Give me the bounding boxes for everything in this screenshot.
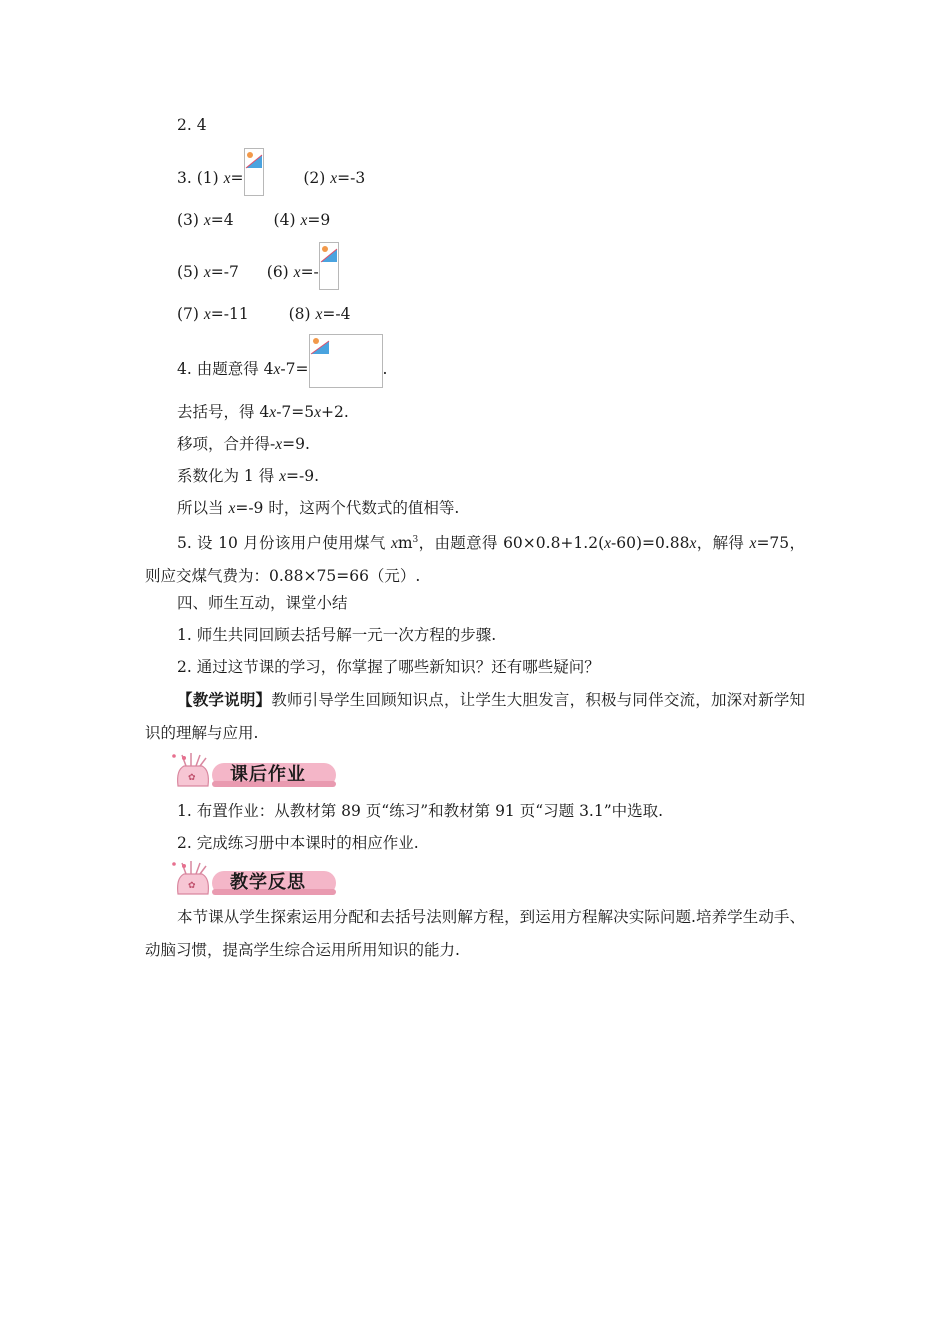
- variable-x: x: [203, 264, 211, 281]
- note-text: 教师引导学生回顾知识点，让学生大胆发言，积极与同伴交流，加深对新学知识的理解与应用.: [145, 691, 805, 742]
- reflection-text: 本节课从学生探索运用分配和去括号法则解方程，到运用方程解决实际问题.培养学生动手、动脑习惯，提高学生综合运用所用知识的能力.: [145, 908, 805, 959]
- note-label: 【教学说明】: [177, 690, 272, 709]
- variable-x: x: [689, 535, 697, 553]
- variable-x: x: [604, 535, 612, 553]
- broken-image-placeholder: [244, 148, 264, 196]
- answer-value: =-7: [210, 263, 239, 281]
- answer-4-conclusion: [177, 497, 459, 520]
- answer-value: =-3: [337, 169, 366, 187]
- variable-x: x: [330, 170, 338, 187]
- equation-text: -60)=0.88: [611, 534, 690, 553]
- unit-text: m: [397, 534, 413, 553]
- variable-x: x: [273, 361, 281, 378]
- equals-sign: =: [230, 169, 244, 187]
- equation-text: ，解得: [696, 534, 750, 553]
- equation-text: ，由题意得 60×0.8+1.2(: [418, 534, 605, 553]
- svg-text:✿: ✿: [188, 773, 196, 783]
- variable-x: x: [279, 468, 287, 485]
- variable-x: x: [275, 436, 283, 453]
- svg-text:✿: ✿: [188, 881, 196, 891]
- answer-4-step3: [177, 465, 319, 488]
- answer-4-equation: [177, 352, 387, 388]
- equation-text: .: [382, 360, 388, 378]
- item-label: (2): [303, 169, 326, 187]
- equation-text: 系数化为 1 得: [177, 467, 280, 485]
- answer-value: =-11: [210, 305, 249, 323]
- equation-text: 所以当: [177, 499, 229, 517]
- homework-item-2: 2. 完成练习册中本课时的相应作业.: [177, 834, 419, 852]
- homework-item-1: 1. 布置作业：从教材第 89 页“练习”和教材第 91 页“习题 3.1”中选取.: [177, 802, 664, 820]
- equation-text: 移项，合并得-: [177, 435, 276, 453]
- section-4-item-2: 2. 通过这节课的学习，你掌握了哪些新知识？还有哪些疑问？: [177, 658, 600, 676]
- variable-x: x: [269, 404, 277, 421]
- answer-2: 2. 4: [177, 116, 207, 134]
- answer-4-step2: [177, 433, 310, 456]
- variable-x: x: [203, 212, 211, 229]
- equation-text: =9.: [282, 435, 310, 453]
- variable-x: x: [390, 535, 398, 553]
- answer-5: [145, 524, 805, 593]
- variable-x: x: [314, 404, 322, 421]
- reflection-banner: [172, 860, 337, 900]
- answer-3-row2: [177, 209, 330, 232]
- answer-value: =-4: [322, 305, 351, 323]
- unit-superscript: 3: [412, 535, 419, 545]
- equation-text: =75，则应交煤气费为：0.88×75=66（元）.: [145, 534, 805, 586]
- item-label: (8): [288, 305, 311, 323]
- variable-x: x: [228, 500, 236, 517]
- variable-x: x: [315, 306, 323, 323]
- section-4-item-1: 1. 师生共同回顾去括号解一元一次方程的步骤.: [177, 626, 497, 644]
- variable-x: x: [203, 306, 211, 323]
- equation-text: =-9.: [286, 467, 320, 485]
- equation-text: 5. 设 10 月份该用户使用煤气: [177, 534, 391, 553]
- equation-text: 去括号，得 4: [177, 403, 270, 421]
- item-label: (4): [273, 211, 296, 229]
- equation-text: 4. 由题意得 4: [177, 360, 274, 378]
- homework-banner: [172, 752, 337, 792]
- equation-text: -7=: [280, 360, 309, 378]
- item-label: (3): [177, 211, 199, 229]
- item-label: (7): [177, 305, 199, 323]
- variable-x: x: [293, 264, 301, 281]
- teaching-note: [145, 683, 805, 750]
- answer-4-step1: [177, 401, 349, 424]
- item-label: (6): [266, 263, 289, 281]
- answer-value: =4: [210, 211, 234, 229]
- variable-x: x: [223, 170, 231, 187]
- broken-image-placeholder: [319, 242, 339, 290]
- answer-3-row3: [177, 256, 339, 290]
- image-icon: [310, 335, 330, 355]
- equation-text: +2.: [321, 403, 349, 421]
- broken-image-placeholder: [309, 334, 383, 388]
- answer-3-row4: [177, 303, 351, 326]
- equation-text: -7=5: [276, 403, 315, 421]
- variable-x: x: [300, 212, 308, 229]
- image-icon: [245, 149, 263, 169]
- answer-value: =-: [300, 263, 319, 281]
- answer-3-row1: [177, 162, 365, 196]
- reflection-banner-title: 教学反思: [230, 872, 306, 893]
- item-label: 3. (1): [177, 169, 219, 187]
- section-4-heading: 四、师生互动，课堂小结: [177, 594, 348, 612]
- equation-text: =-9 时，这两个代数式的值相等.: [235, 499, 460, 517]
- answer-value: =9: [307, 211, 331, 229]
- item-label: (5): [177, 263, 199, 281]
- variable-x: x: [749, 535, 757, 553]
- homework-banner-title: 课后作业: [230, 764, 306, 785]
- image-icon: [320, 243, 338, 263]
